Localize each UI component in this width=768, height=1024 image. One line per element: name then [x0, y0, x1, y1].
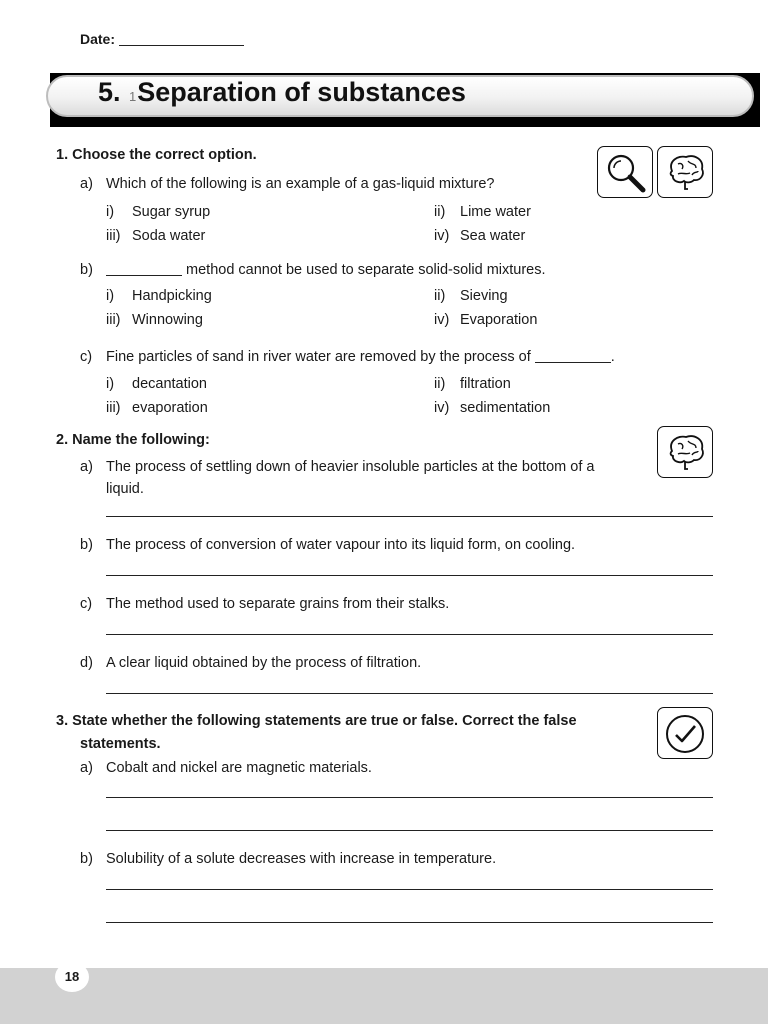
q3a-text: Cobalt and nickel are magnetic materials. — [106, 760, 372, 776]
q3b-text: Solubility of a solute decreases with increase in temperature. — [106, 851, 497, 867]
q1c-letter: c) — [80, 349, 93, 365]
answer-line[interactable] — [106, 889, 713, 890]
q1b-option-num: iii) — [106, 312, 121, 328]
q3-heading: 3. State whether the following statements are true or false. Correct the false — [56, 713, 577, 729]
q2-heading: 2. Name the following: — [56, 432, 210, 448]
q1c-question — [106, 349, 615, 365]
date-field — [80, 31, 244, 47]
page-footer — [0, 968, 768, 1024]
q1c-option-text: decantation — [132, 376, 207, 392]
q2c-text: The method used to separate grains from their stalks. — [106, 596, 450, 612]
q1b-text: method cannot be used to separate solid-solid mixtures. — [186, 262, 546, 278]
date-blank — [119, 45, 244, 46]
q1b-option-text: Handpicking — [132, 288, 212, 304]
answer-line[interactable] — [106, 575, 713, 576]
answer-blank — [535, 362, 611, 363]
q1a-option-num: i) — [106, 204, 115, 220]
chapter-small-mark: 1 — [129, 89, 137, 104]
brain-icon — [657, 146, 713, 198]
q1a-option-text: Sea water — [460, 228, 526, 244]
chapter-title — [98, 77, 466, 108]
chapter-number: 5. — [98, 77, 121, 107]
page-number: 18 — [55, 962, 89, 992]
q1a-text: Which of the following is an example of a gas-liquid mixture? — [106, 176, 495, 192]
q2a-letter: a) — [80, 459, 93, 475]
q1b-letter: b) — [80, 262, 93, 278]
q1a-option-num: ii) — [434, 204, 446, 220]
q1a-option-text: Sugar syrup — [132, 204, 211, 220]
q1b-question — [106, 262, 546, 278]
q1c-option-text: evaporation — [132, 400, 208, 416]
q1b-option-num: iv) — [434, 312, 450, 328]
answer-line[interactable] — [106, 516, 713, 517]
date-label: Date: — [80, 31, 116, 47]
q1c-option-num: ii) — [434, 376, 446, 392]
answer-line[interactable] — [106, 693, 713, 694]
q2d-text: A clear liquid obtained by the process of filtration. — [106, 655, 422, 671]
answer-blank — [106, 275, 182, 276]
q1b-option-num: ii) — [434, 288, 446, 304]
q1c-option-num: i) — [106, 376, 115, 392]
q1c-option-num: iv) — [434, 400, 450, 416]
q1b-option-text: Evaporation — [460, 312, 538, 328]
magnifier-icon — [597, 146, 653, 198]
q2a-text: The process of settling down of heavier insoluble particles at the bottom of a — [106, 459, 595, 475]
brain-icon — [657, 426, 713, 478]
q1b-option-text: Winnowing — [132, 312, 203, 328]
checkmark-icon — [657, 707, 713, 759]
answer-line[interactable] — [106, 922, 713, 923]
q2b-letter: b) — [80, 537, 93, 553]
q1c-text: Fine particles of sand in river water are removed by the process of — [106, 349, 531, 365]
q1c-option-text: sedimentation — [460, 400, 551, 416]
q1-heading: 1. Choose the correct option. — [56, 147, 257, 163]
q1a-letter: a) — [80, 176, 93, 192]
q1c-option-text: filtration — [460, 376, 511, 392]
q3-heading-cont: statements. — [80, 736, 161, 752]
q2c-letter: c) — [80, 596, 93, 612]
q1a-option-num: iii) — [106, 228, 121, 244]
q2d-letter: d) — [80, 655, 93, 671]
q1a-option-num: iv) — [434, 228, 450, 244]
q1c-end: . — [610, 349, 615, 365]
q1b-option-text: Sieving — [460, 288, 508, 304]
answer-line[interactable] — [106, 634, 713, 635]
answer-line[interactable] — [106, 797, 713, 798]
q2a-text-cont: liquid. — [106, 481, 144, 497]
q1a-option-text: Soda water — [132, 228, 206, 244]
q1b-option-num: i) — [106, 288, 115, 304]
q2b-text: The process of conversion of water vapour into its liquid form, on cooling. — [106, 537, 576, 553]
answer-line[interactable] — [106, 830, 713, 831]
q3a-letter: a) — [80, 760, 93, 776]
q1a-option-text: Lime water — [460, 204, 531, 220]
q3b-letter: b) — [80, 851, 93, 867]
q1c-option-num: iii) — [106, 400, 121, 416]
chapter-title-text: Separation of substances — [137, 77, 466, 107]
